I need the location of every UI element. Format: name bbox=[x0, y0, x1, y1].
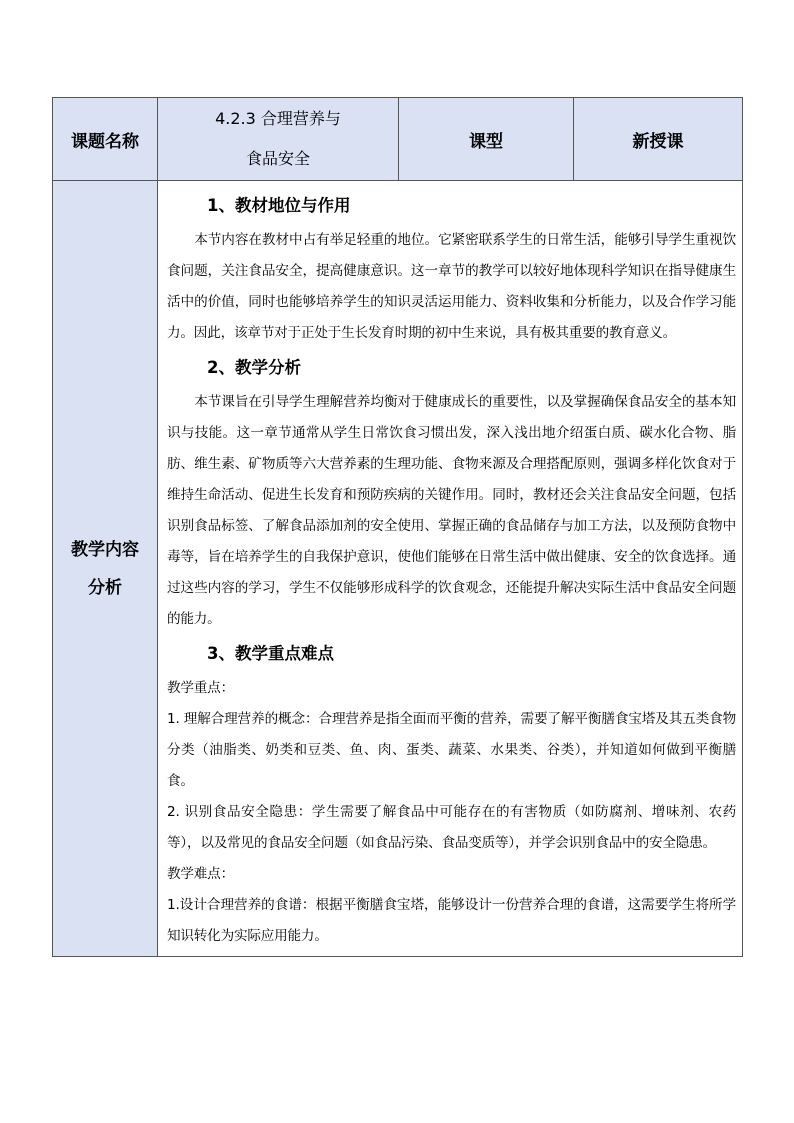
section2-text: 本节课旨在引导学生理解营养均衡对于健康成长的重要性，以及掌握确保食品安全的基本知识与技能。这一章节通常从学生日常饮食习惯出发，深入浅出地介绍蛋白质、碳水化合物、脂肪、维生素、矿物质等六大营养素的生理功能、食物来源及合理搭配原则，强调多样化饮食对于维持生命活动、促进生长发育和预防疾病的关键作用。同时，教材还会关注食品安全问题，包括识别食品标签、了解食品添加剂的安全使用、掌握正确的食品储存与加工方法，以及预防食物中毒等，旨在培养学生的自我保护意识，使他们能够在日常生活中做出健康、安全的饮食选择。通过这些内容的学习，学生不仅能够形成科学的饮食观念，还能提升解决实际生活中食品安全问题的能力。 bbox=[167, 394, 736, 627]
type-label-cell bbox=[399, 98, 574, 181]
section3-title: 3、教学重点难点 bbox=[207, 644, 334, 663]
topic-value-cell bbox=[158, 98, 399, 181]
topic-value-line1: 4.2.3 合理营养与 bbox=[215, 109, 341, 128]
type-value-cell bbox=[574, 98, 743, 181]
topic-value-line2: 食品安全 bbox=[245, 149, 310, 168]
section1-text: 本节内容在教材中占有举足轻重的地位。它紧密联系学生的日常生活，能够引导学生重视饮食问题，关注食品安全，提高健康意识。这一章节的教学可以较好地体现科学知识在指导健康生活中的价值，同时也能够培养学生的知识灵活运用能力、资料收集和分析能力，以及合作学习能力。因此，该章节对于正处于生长发育时期的初中生来说，具有极其重要的教育意义。 bbox=[167, 232, 736, 341]
key-point-2: 2. 识别食品安全隐患：学生需要了解食品中可能存在的有害物质（如防腐剂、增味剂、农药等），以及常见的食品安全问题（如食品污染、食品变质等），并学会识别食品中的安全隐患。 bbox=[167, 804, 736, 851]
key-point-1: 1. 理解合理营养的概念：合理营养是指全面而平衡的营养，需要了解平衡膳食宝塔及其五类食物分类（油脂类、奶类和豆类、鱼、肉、蛋类、蔬菜、水果类、谷类），并知道如何做到平衡膳食。 bbox=[167, 711, 736, 789]
lesson-plan-table bbox=[52, 97, 743, 957]
analysis-label-line1: 教学内容 bbox=[71, 539, 139, 560]
header-row bbox=[53, 98, 743, 181]
analysis-label-cell bbox=[53, 181, 158, 957]
type-value: 新授课 bbox=[632, 131, 684, 152]
analysis-content-cell bbox=[158, 181, 743, 957]
topic-label-cell bbox=[53, 98, 158, 181]
section2-title: 2、教学分析 bbox=[207, 358, 301, 377]
analysis-label-line2: 分析 bbox=[88, 577, 122, 598]
difficulty-point-1: 1.设计合理营养的食谱：根据平衡膳食宝塔，能够设计一份营养合理的食谱，这需要学生将所学知识转化为实际应用能力。 bbox=[167, 897, 736, 944]
key-points-label: 教学重点： bbox=[167, 680, 234, 696]
topic-label: 课题名称 bbox=[71, 131, 139, 152]
difficulty-label: 教学难点： bbox=[167, 866, 234, 882]
type-label: 课型 bbox=[469, 131, 503, 152]
analysis-row bbox=[53, 181, 743, 957]
section1-title: 1、教材地位与作用 bbox=[207, 196, 351, 215]
